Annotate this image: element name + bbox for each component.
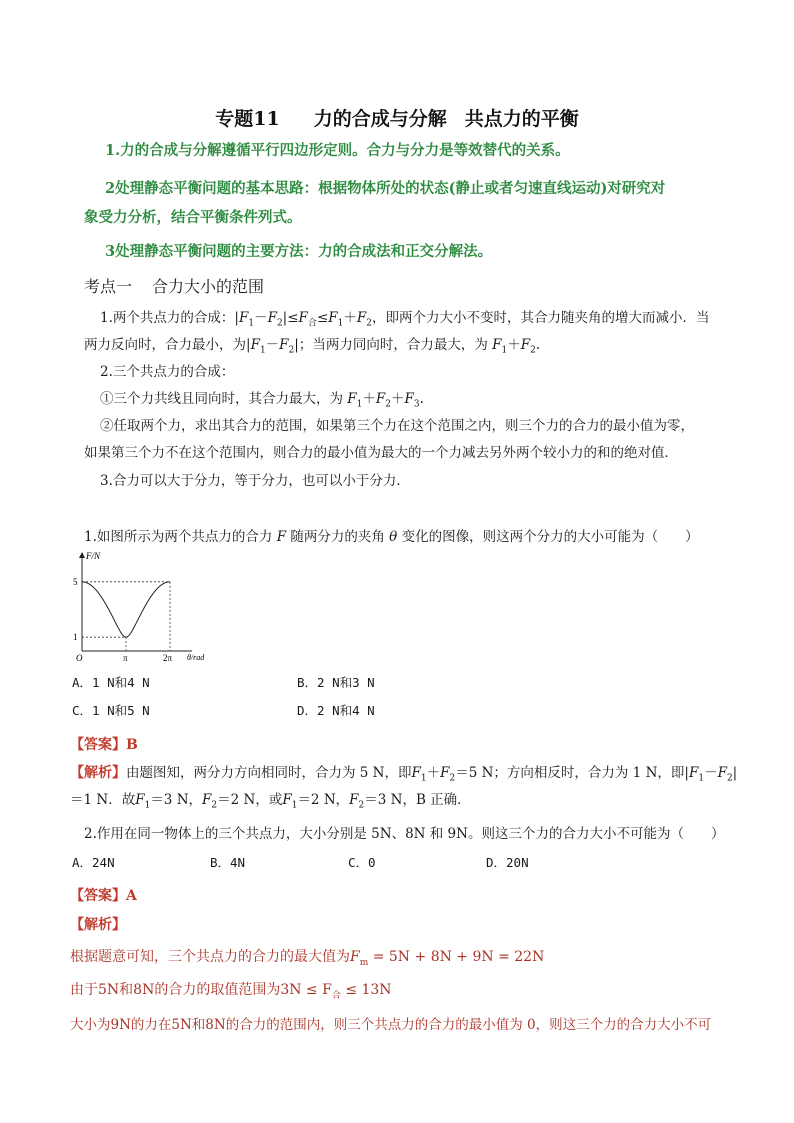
q2-option-a[interactable]: A．24N [72,855,115,870]
page-title [0,104,794,131]
origin-label: O [76,653,83,663]
q1-option-d[interactable]: D．2 N和4 N [297,703,375,718]
intro-line-2: 2处理静态平衡问题的基本思路：根据物体所处的状态(静止或者匀速直线运动)对研究对 [105,180,666,197]
q2-answer: 【答案】A [70,888,137,904]
intro-line-4: 3处理静态平衡问题的主要方法：力的合成法和正交分解法。 [105,243,493,260]
q1-stem: 1.如图所示为两个共点力的合力 F 随两分力的夹角 θ 变化的图像，则这两个分力的大小可能为（ ） [84,529,699,545]
q1-answer: 【答案】B [70,737,138,753]
q1-analysis-line-b: ＝1 N．故$F_1=3$ N，$F_2=2$ N，或$F_1=2$ N，$F_2=3$ N，B 正确． [70,792,471,811]
title-main: 力的合成与分解 [313,108,447,130]
intro-line-1: 1.力的合成与分解遵循平行四边形定则。合力与分力是等效替代的关系。 [105,142,570,159]
q2-analysis-line-2: 由于5N和8N的合力的取值范围为$3N \le F_合 \le 13N$ [70,982,392,1001]
q2-option-c[interactable]: C．0 [348,855,376,870]
q2-stem: 2.作用在同一物体上的三个共点力，大小分别是 5N、8N 和 9N。则这三个力的合力大小不可能为（ ） [84,826,725,842]
point-2-2-line-a: ②任取两个力，求出其合力的范围，如果第三个力在这个范围之内，则三个力的合力的最小值为零， [100,418,694,434]
point-1-line-a: 1.两个共点力的合成：$|F_1-F_2|\le F_合\le F_1+F_2$，即两个力大小不变时，其合力随夹角的增大而减小．当 [100,310,710,329]
section-name: 合力大小的范围 [152,277,265,296]
point-2-1: ①三个力共线且同向时，其合力最大，为 $F_1+F_2+F_3$. [100,391,424,410]
q2-analysis-line-1: 根据题意可知，三个共点力的合力的最大值为$F_m = 5N + 8N + 9N = 22N$ [70,949,545,968]
resultant-force-curve [82,582,170,637]
point-3: 3.合力可以大于分力，等于分力，也可以小于分力． [100,473,410,489]
section-heading [84,274,264,297]
q2-option-b[interactable]: B．4N [210,855,246,870]
y-axis-label: F/N [86,551,101,561]
section-label: 考点一 [84,277,133,296]
intro-line-3: 象受力分析，结合平衡条件列式。 [84,209,302,226]
title-topic: 专题11 [215,108,280,130]
y-tick-5: 5 [73,576,78,587]
q1-option-b[interactable]: B．2 N和3 N [297,675,375,690]
q1-option-a[interactable]: A．1 N和4 N [72,675,150,690]
title-sub: 共点力的平衡 [464,108,579,130]
y-tick-1: 1 [73,632,78,643]
q1-option-c[interactable]: C．1 N和5 N [72,703,150,718]
q1-analysis-line-a: 【解析】由题图知，两分力方向相同时，合力为 5 N，即$F_1+F_2=5$ N；方向相反时，合力为 1 N，即$|F_1-F_2|$ [70,765,738,784]
x-tick-pi: π [123,653,128,663]
q1-force-angle-chart [70,548,220,663]
point-1-line-b: 两力反向时，合力最小，为$|F_1-F_2|$；当两力同向时，合力最大，为 $F_1+F_2$. [84,337,541,356]
point-2-2-line-b: 如果第三个力不在这个范围内，则合力的最小值为最大的一个力减去另外两个较小力的和的绝对值． [84,445,678,461]
q2-option-d[interactable]: D．20N [486,855,529,870]
x-tick-2pi: 2π [163,653,173,663]
x-axis-label: θ/rad [187,653,205,662]
q2-analysis-line-3: 大小为9N的力在5N和8N的合力的范围内，则三个共点力的合力的最小值为 0，则这三个力的合力大小不可 [70,1017,712,1033]
q2-analysis-tag: 【解析】 [70,917,126,933]
point-2: 2.三个共点力的合成： [100,364,235,380]
